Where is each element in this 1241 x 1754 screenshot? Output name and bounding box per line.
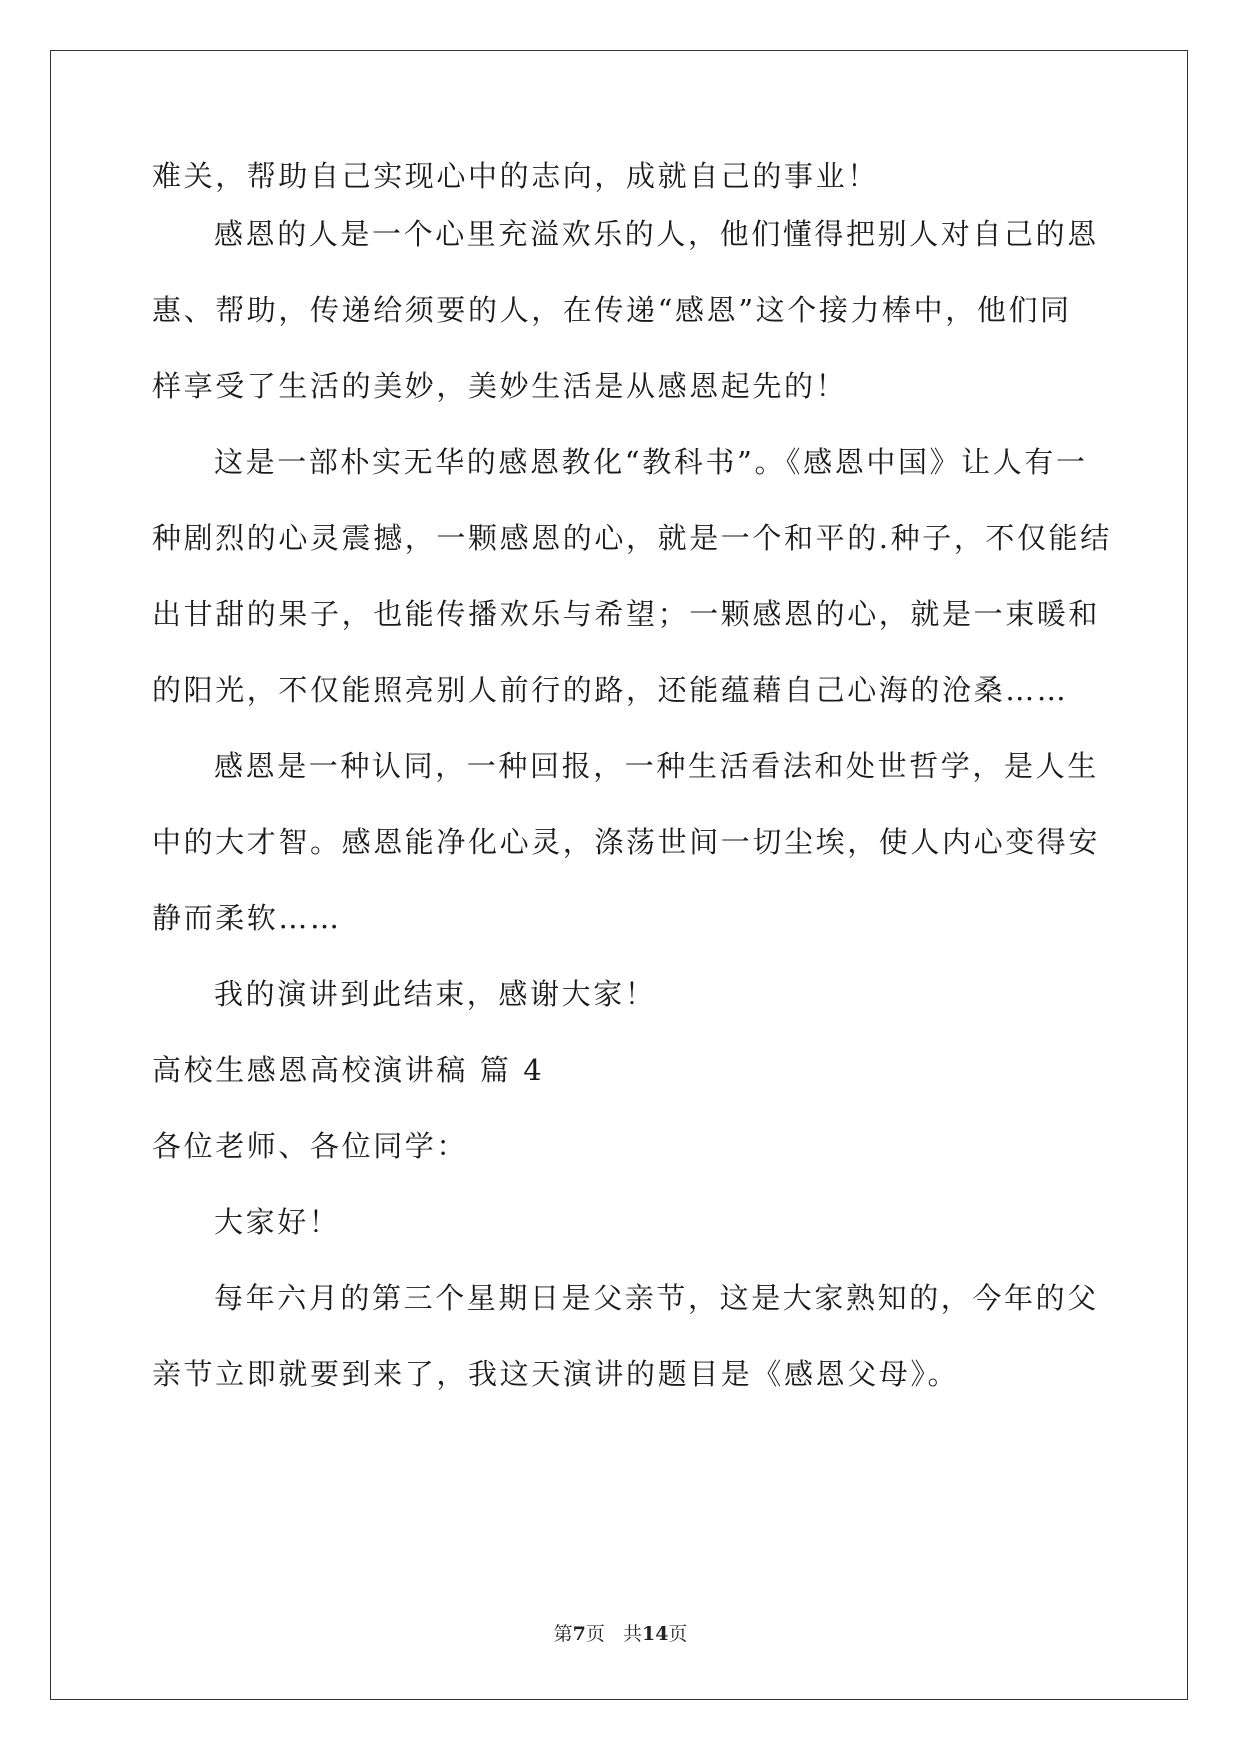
total-pages: 14 — [641, 1623, 669, 1645]
page-number: 7 — [572, 1623, 586, 1645]
text-line: 的阳光，不仅能照亮别人前行的路，还能蕴藉自己心海的沧桑…… — [152, 673, 1069, 707]
text-line: 这是一部朴实无华的感恩教化“教科书”。《感恩中国》让人有一 — [214, 445, 1088, 479]
text-line: 每年六月的第三个星期日是父亲节，这是大家熟知的，今年的父 — [214, 1281, 1099, 1315]
text-line: 惠、帮助，传递给须要的人，在传递“感恩”这个接力棒中，他们同 — [152, 293, 1072, 327]
page-footer — [0, 1619, 1241, 1646]
footer-total-suffix: 页 — [668, 1623, 688, 1645]
text-line: 我的演讲到此结束，感谢大家！ — [214, 977, 657, 1011]
document-body — [152, 156, 1112, 1412]
text-line: 难关，帮助自己实现心中的志向，成就自己的事业！ — [152, 159, 879, 193]
text-line: 亲节立即就要到来了，我这天演讲的题目是《感恩父母》。 — [152, 1357, 960, 1391]
text-line: 感恩是一种认同，一种回报，一种生活看法和处世哲学，是人生 — [214, 749, 1099, 783]
text-line: 种剧烈的心灵震撼，一颗感恩的心，就是一个和平的.种子，不仅能结 — [152, 521, 1112, 555]
salutation: 各位老师、各位同学： — [152, 1129, 469, 1163]
text-line: 出甘甜的果子，也能传播欢乐与希望；一颗感恩的心，就是一束暖和 — [152, 597, 1101, 631]
text-line: 样享受了生活的美妙，美妙生活是从感恩起先的！ — [152, 369, 848, 403]
footer-total-prefix: 共 — [622, 1623, 642, 1645]
text-line: 静而柔软…… — [152, 901, 342, 935]
text-line: 中的大才智。感恩能净化心灵，涤荡世间一切尘埃，使人内心变得安 — [152, 825, 1101, 859]
footer-prefix: 第 — [553, 1623, 573, 1645]
greeting: 大家好！ — [214, 1205, 341, 1239]
footer-page-suffix: 页 — [585, 1623, 605, 1645]
section-heading: 高校生感恩高校演讲稿 篇 4 — [152, 1053, 545, 1087]
text-line: 感恩的人是一个心里充溢欢乐的人，他们懂得把别人对自己的恩 — [214, 217, 1099, 251]
